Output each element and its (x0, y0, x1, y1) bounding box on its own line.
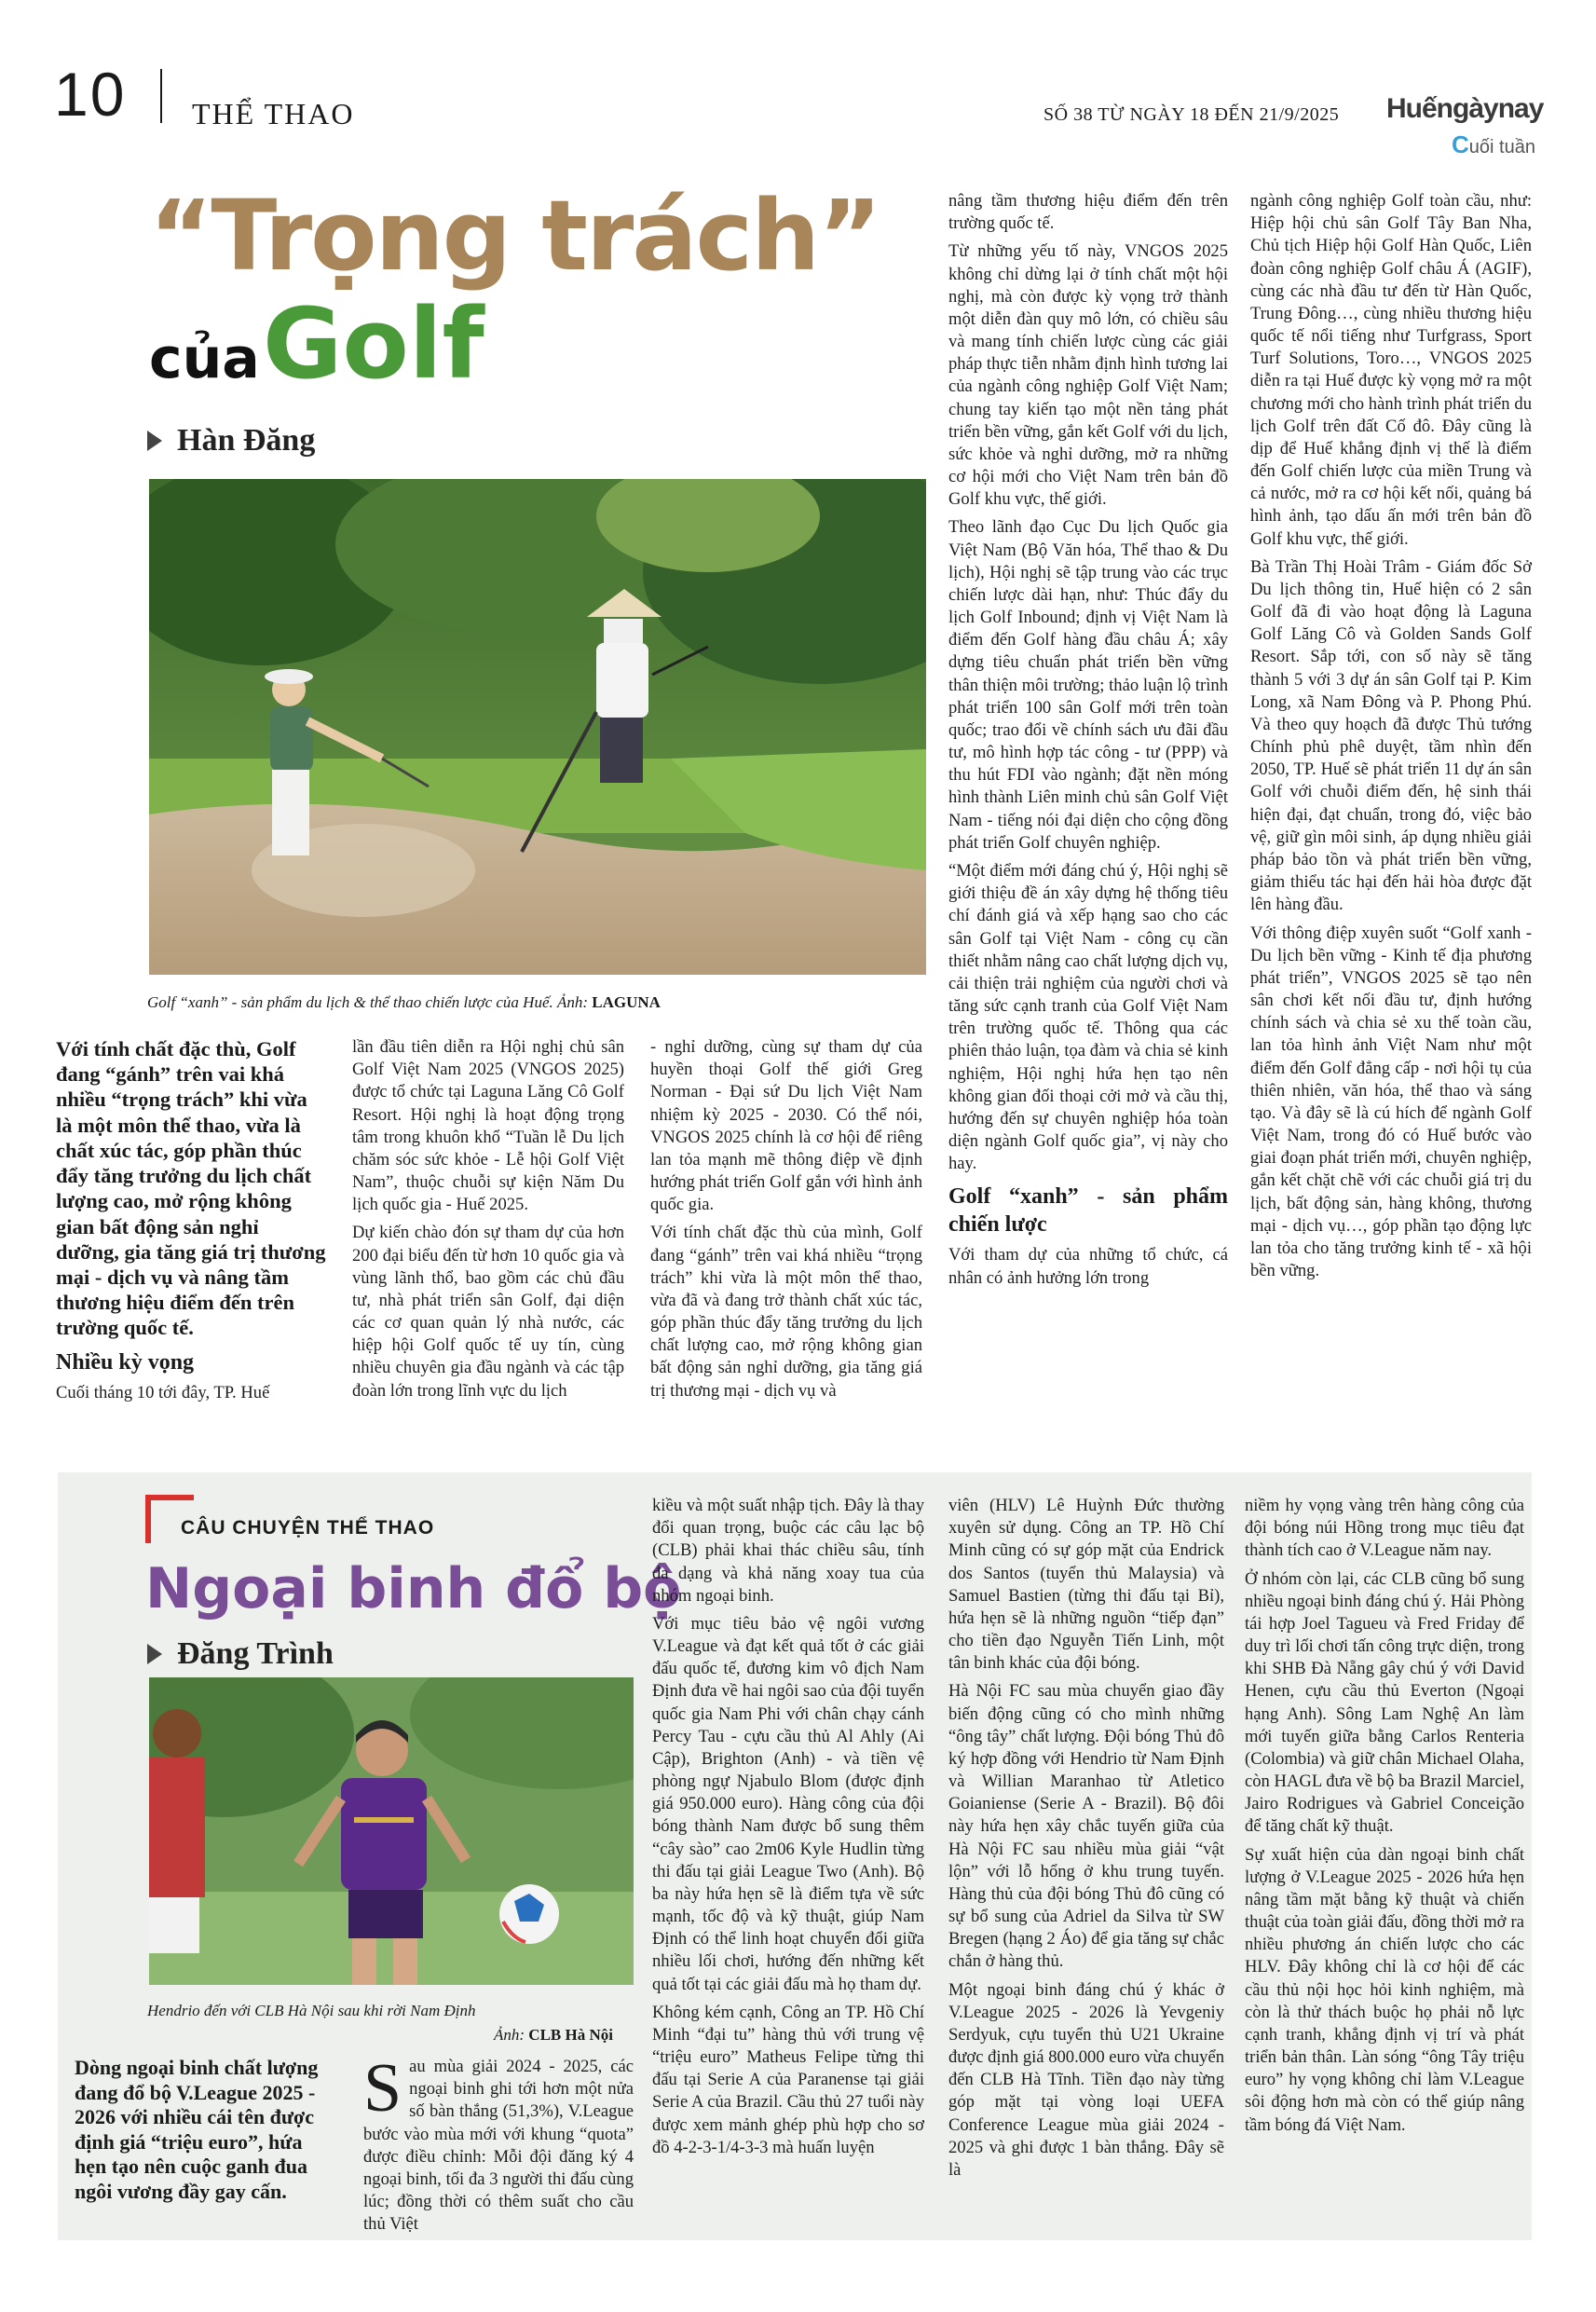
article1-title-golf: Golf (263, 287, 484, 401)
golf-photo-caption (147, 993, 661, 1012)
section-name: THỂ THAO (192, 97, 355, 130)
article1-subhead-1: Nhiều kỳ vọng (56, 1349, 195, 1375)
article2-paragraph: viên (HLV) Lê Huỳnh Đức thường xuyên sử dụng. Công an TP. Hồ Chí Minh cũng có sự góp mặt của Endrick dos Santos (tuyển thủ Malaysia) và Samuel Bastien (từng thi đấu tại Bỉ), hứa hẹn sẽ là những nguồn “tiếp đạn” cho tiền đạo Nguyễn Tiến Linh, một tân binh khác của đội bóng. (948, 1496, 1224, 1674)
article1-paragraph: - nghỉ dưỡng, cùng sự tham dự của huyền thoại Golf thế giới Greg Norman - Đại sứ Du lịch Việt Nam nhiệm kỳ 2025 - 2030. Có thể nói, VNGOS 2025 chính là cơ hội để riêng lan tỏa mạnh mẽ thông điệp về định hướng phát triển Golf gắn với hình ảnh quốc gia. (650, 1037, 922, 1215)
article1-column-5 (1250, 190, 1532, 1288)
article2-title: Ngoại binh đổ bộ (145, 1556, 682, 1621)
article1-paragraph: Với tính chất đặc thù của mình, Golf đang “gánh” trên vai khá nhiều “trọng trách” khi vừa là một môn thể thao, vừa đã và đang trở thành chất xúc tác, góp phần thúc đẩy tăng trưởng du lịch chất lượng cao, mở rộng không gian bất động sản nghỉ dưỡng, gia tăng giá trị thương mại - dịch vụ và (650, 1223, 922, 1401)
football-credit-label: Ảnh: (494, 2026, 529, 2044)
article2-kicker: CÂU CHUYỆN THỂ THAO (181, 1517, 435, 1539)
article1-title-cua: của (149, 326, 260, 391)
article1-paragraph: lần đầu tiên diễn ra Hội nghị chủ sân Golf Việt Nam 2025 (VNGOS 2025) được tổ chức tại Laguna Lăng Cô Golf Resort. Hội nghị là hoạt động trọng tâm trong khuôn khổ “Tuần lễ Du lịch chăm sóc sức khỏe - Lễ hội Golf Việt Nam”, thuộc chuỗi sự kiện Năm Du lịch quốc gia - Huế 2025. (352, 1037, 624, 1215)
football-credit-source: CLB Hà Nội (528, 2026, 613, 2044)
article1-author-name: Hàn Đăng (177, 423, 316, 458)
article1-paragraph: Bà Trần Thị Hoài Trâm - Giám đốc Sở Du lịch thông tin, Huế hiện có 2 sân Golf đã đi vào hoạt động là Laguna Golf Lăng Cô và Golden Sands Golf Resort. Sắp tới, con số này sẽ tăng thành 5 với 3 dự án sân Golf tại P. Kim Long, xã Nam Đông và P. Phong Phú. Và theo quy hoạch đã được Thủ tướng Chính phủ phê duyệt, tầm nhìn đến 2050, TP. Huế sẽ phát triển 11 dự án sân Golf với chuỗi điểm đến, hệ sinh thái hiện đại, đạt chuẩn, trong đó, việc bảo vệ, giữ gìn môi sinh, áp dụng nhiều giải pháp bảo tồn và phát triển bền vững, giảm thiểu tác hại đến hải hòa được đặt lên hàng đầu. (1250, 556, 1532, 915)
article1-paragraph: “Một điểm mới đáng chú ý, Hội nghị sẽ giới thiệu đề án xây dựng hệ thống tiêu chí đánh giá và xếp hạng sao cho các sân Golf tại Việt Nam - công cụ cần thiết nhằm nâng cao chất lượng dịch vụ, cải thiện trải nghiệm của người chơi và tăng sức cạnh tranh của Golf Việt Nam trên trường quốc tế. Thông qua các phiên thảo luận, tọa đàm và chia sẻ kinh nghiệm, Hội nghị hứa hẹn tạo nên không gian đối thoại cởi mở và cầu thị, hướng đến sự chuyên nghiệp hóa toàn diện ngành Golf quốc gia”, vị này cho hay. (948, 860, 1228, 1174)
football-photo (149, 1677, 634, 1985)
issue-info: SỐ 38 TỪ NGÀY 18 ĐẾN 21/9/2025 (1044, 104, 1340, 125)
article2-paragraph: Với mục tiêu bảo vệ ngôi vương V.League và đạt kết quả tốt ở các giải đấu quốc tế, đương kim vô địch Nam Định đưa về hai ngôi sao của đội tuyển quốc gia Nam Phi với chân chạy cánh Percy Tau - cựu cầu thủ Al Ahly (Ai Cập), Brighton (Anh) - và tiền vệ phòng ngự Njabulo Blom (được định giá 950.000 euro). Hàng công của đội bóng thành Nam được bổ sung thêm “cây sào” cao 2m06 Kyle Hudlin từng thi đấu tại giải League Two (Anh). Bộ ba này hứa hẹn sẽ là điểm tựa về sức mạnh, tốc độ và kỹ thuật, giúp Nam Định có thể linh hoạt chuyển đổi giữa nhiều lối chơi, hướng đến những kết quả tốt tại các giải đấu mà họ tham dự. (652, 1613, 924, 1994)
golf-photo (149, 479, 926, 975)
football-photo-credit (494, 2026, 613, 2045)
article1-column-4 (948, 190, 1228, 1295)
brand-subtitle (1452, 130, 1535, 159)
football-photo-caption: Hendrio đến với CLB Hà Nội sau khi rời Nam Định (147, 2002, 476, 2019)
article2-column-2 (363, 2050, 634, 2241)
article2-paragraph: Một ngoại binh đáng chú ý khác ở V.League 2025 - 2026 là Yevgeniy Serdyuk, cựu tuyển thủ U21 Ukraine được định giá 800.000 euro vừa chuyển đến CLB Hà Tĩnh. Tiền đạo này từng góp mặt tại vòng loại UEFA Conference League mùa giải 2024 - 2025 và ghi được 1 bàn thắng. Đây sẽ là (948, 1979, 1224, 2180)
article1-paragraph: ngành công nghiệp Golf toàn cầu, như: Hiệp hội chủ sân Golf Tây Ban Nha, Chủ tịch Hiệp hội Golf Hàn Quốc, Liên đoàn công nghiệp Golf châu Á (AGIF), cùng các nhà đầu tư đến từ Hàn Quốc, Trung Đông…, cùng nhiều thương hiệu quốc tế nổi tiếng như Turfgrass, Sport Turf Solutions, Toro…, VNGOS 2025 diễn ra tại Huế được kỳ vọng mở ra một chương mới cho hành trình phát triển du lịch Golf trên đất Cố đô. Đây cũng là dịp để Huế khẳng định vị thế là điểm đến Golf chiến lược của miền Trung và cả nước, mở ra cơ hội kết nối, quảng bá hình ảnh, tạo dấu ấn mới trên bản đồ Golf khu vực, thế giới. (1250, 191, 1532, 549)
article2-column-4 (948, 1495, 1224, 2187)
article1-paragraph: Với thông điệp xuyên suốt “Golf xanh - Du lịch bền vững - Kinh tế địa phương phát triển”, VNGOS 2025 sẽ tạo nên sân chơi kết nối đầu tư, định hướng chính sách và chia sẻ xu thế toàn cầu, lan tỏa hình ảnh Việt Nam như một điểm đến Golf đẳng cấp - nơi hội tụ của thiên nhiên, văn hóa, thể thao và sáng tạo. Và đây sẽ là cú hích để ngành Golf Việt Nam, trong đó có Huế bước vào giai đoạn phát triển mới, chuyên nghiệp, gắn kết chặt chẽ với các chuỗi giá trị du lịch, bất động sản, hàng không, thương mại - dịch vụ…, góp phần tạo động lực lan tỏa cho tăng trưởng kinh tế - xã hội bền vững. (1250, 923, 1532, 1281)
brand-logo: Huếngàynay (1386, 93, 1544, 124)
article1-column-1 (56, 1036, 326, 1410)
article2-paragraph: Không kém cạnh, Công an TP. Hồ Chí Minh “đại tu” hàng thủ với trung vệ “triệu euro” Matheus Felipe từng thi đấu tại Serie A của Paranense tại giải Serie A của Brazil. Cầu thủ 27 tuổi này được xem mảnh ghép phù hợp cho sơ đồ 4-2-3-1/4-3-3 mà huấn luyện (652, 2002, 924, 2157)
article1-paragraph: Dự kiến chào đón sự tham dự của hơn 200 đại biểu đến từ hơn 10 quốc gia và vùng lãnh thổ, bao gồm các chủ đầu tư, nhà phát triển sân Golf, đại diện các cơ quan quản lý nhà nước, các hiệp hội Golf quốc tế uy tín, cùng nhiều chuyên gia đầu ngành và các tập đoàn lớn trong lĩnh vực du lịch (352, 1223, 624, 1401)
article2-author-name: Đăng Trình (177, 1636, 334, 1671)
brand-sub-initial: C (1452, 130, 1469, 158)
article2-column-5 (1245, 1495, 1524, 2142)
article2-lead: Dòng ngoại binh chất lượng đang đổ bộ V.League 2025 - 2026 với nhiều cái tên được định giá “triệu euro”, hứa hẹn tạo nên cuộc ganh đua ngôi vương đầy gay cấn. (75, 2056, 319, 2204)
article1-title-line1: “Trọng trách” (149, 179, 880, 293)
article1-author (147, 423, 315, 458)
play-triangle-icon (147, 1644, 162, 1664)
article1-column-2 (352, 1036, 624, 1408)
golf-photo-credit: LAGUNA (592, 993, 661, 1011)
brand-sub-text: uối tuần (1468, 137, 1535, 157)
article1-paragraph: nâng tầm thương hiệu điểm đến trên trường quốc tế. (948, 191, 1228, 234)
header-divider (160, 69, 162, 123)
article1-paragraph: Cuối tháng 10 tới đây, TP. Huế (56, 1382, 270, 1402)
article2-column-1 (75, 2056, 335, 2210)
article1-lead: Với tính chất đặc thù, Golf đang “gánh” trên vai khá nhiều “trọng trách” khi vừa là một môn thể thao, vừa là chất xúc tác, góp phần thúc đẩy tăng trưởng du lịch chất lượng cao, mở rộng không gian bất động sản nghỉ dưỡng, gia tăng giá trị thương mại - dịch vụ và nâng tầm thương hiệu điểm đến trên trường quốc tế. (56, 1037, 326, 1340)
article1-subhead-2: Golf “xanh” - sản phẩm chiến lược (948, 1184, 1228, 1238)
play-triangle-icon (147, 431, 162, 451)
article2-paragraph: au mùa giải 2024 - 2025, các ngoại binh ghi tới hơn một nửa số bàn thắng (51,3%), V.League bước vào mùa mới với khung “quota” được điều chỉnh: Mỗi đội đăng ký 4 ngoại binh, tối đa 3 người thi đấu cùng lúc; đồng thời có thêm suất cho cầu thủ Việt (363, 2057, 634, 2235)
article2-paragraph: niềm hy vọng vàng trên hàng công của đội bóng núi Hồng trong mục tiêu đạt thành tích cao ở V.League năm nay. (1245, 1496, 1524, 1561)
page-number: 10 (54, 60, 127, 129)
article2-paragraph: Hà Nội FC sau mùa chuyển giao đầy biến động cũng có cho mình những “ông tây” chất lượng. Đội bóng Thủ đô ký hợp đồng với Hendrio từ Nam Định và Willian Maranhao từ Atletico Goianiense (Serie A - Brazil). Bộ đôi này hứa hẹn xây chắc tuyến giữa của Hà Nội FC sau nhiều mùa giải “vật lộn” với lỗ hổng ở khu trung tuyến. Hàng thủ của đội bóng Thủ đô cũng có sự bổ sung của Adriel da Silva từ SW Bregen (hạng 2 Áo) để gia tăng sự chắc chắn ở hàng thủ. (948, 1681, 1224, 1972)
article1-column-3 (650, 1036, 922, 1408)
article2-author (147, 1636, 334, 1672)
drop-cap: S (363, 2050, 402, 2127)
article1-paragraph: Với tham dự của những tổ chức, cá nhân có ảnh hưởng lớn trong (948, 1245, 1228, 1288)
article2-paragraph: kiều và một suất nhập tịch. Đây là thay đổi quan trọng, buộc các câu lạc bộ (CLB) phải khai thác chiều sâu, tính đa dạng và khả năng xoay tua của nhóm ngoại binh. (652, 1496, 924, 1606)
golf-caption-text: Golf “xanh” - sản phẩm du lịch & thể thao chiến lược của Huế. Ảnh: (147, 993, 593, 1011)
article1-paragraph: Theo lãnh đạo Cục Du lịch Quốc gia Việt Nam (Bộ Văn hóa, Thể thao & Du lịch), Hội nghị sẽ tập trung vào các trục chiến lược dài hạn, như: Thúc đẩy du lịch Golf Inbound; định vị Việt Nam là điểm đến Golf hàng đầu châu Á; xây dựng tiêu chuẩn phát triển bền vững thân thiện môi trường; thảo luận lộ trình phát triển 100 sân Golf mới trên toàn quốc; trao đổi về chính sách ưu đãi đầu tư, mô hình hợp tác công - tư (PPP) và thu hút FDI vào ngành; đặt nền móng hình thành Liên minh chủ sân Golf Việt Nam - tiếng nói đại diện cho cộng đồng phát triển Golf chuyên nghiệp. (948, 517, 1228, 853)
article2-column-3 (652, 1495, 924, 2165)
article2-paragraph: Sự xuất hiện của dàn ngoại binh chất lượng ở V.League 2025 - 2026 hứa hẹn nâng tầm mặt bằng kỹ thuật và chiến thuật của toàn giải đấu, đồng thời mở ra nhiều phương án chiến lược cho các HLV. Đây không chỉ là cơ hội để các cầu thủ nội học hỏi kinh nghiệm, mà còn là thử thách buộc họ phải nỗ lực cạnh tranh, khẳng định vị trí và phát triển bản thân. Làn sóng “ông Tây triệu euro” hy vọng không chỉ làm V.League sôi động hơn mà còn có thể giúp nâng tầm bóng đá Việt Nam. (1245, 1844, 1524, 2135)
article1-paragraph: Từ những yếu tố này, VNGOS 2025 không chỉ dừng lại ở tính chất một hội nghị, mà còn được kỳ vọng trở thành một diễn đàn quy mô lớn, có chiều sâu và mang tính chiến lược cùng các giải pháp thực tiễn nhằm định hình tương lai của ngành công nghiệp Golf Việt Nam; chung tay kiến tạo một nền tảng phát triển bền vững, gắn kết Golf với du lịch, sức khỏe và nghỉ dưỡng, mở ra những cơ hội mới cho Việt Nam trên bản đồ Golf khu vực, thế giới. (948, 241, 1228, 510)
article2-paragraph: Ở nhóm còn lại, các CLB cũng bổ sung nhiều ngoại binh đáng chú ý. Hải Phòng tái hợp Joel Tagueu và Fred Friday để duy trì lối chơi tấn công trực diện, trong khi SHB Đà Nẵng gây chú ý với David Henen, cựu cầu thủ Everton (Ngoại hạng Anh). Sông Lam Nghệ An làm mới tuyến giữa bằng Carlos Renteria (Colombia) và giữ chân Michael Olaha, còn HAGL đưa về bộ ba Brazil Marciel, Jairo Rodrigues và Gabriel Conceição để tăng chất kỹ thuật. (1245, 1568, 1524, 1837)
